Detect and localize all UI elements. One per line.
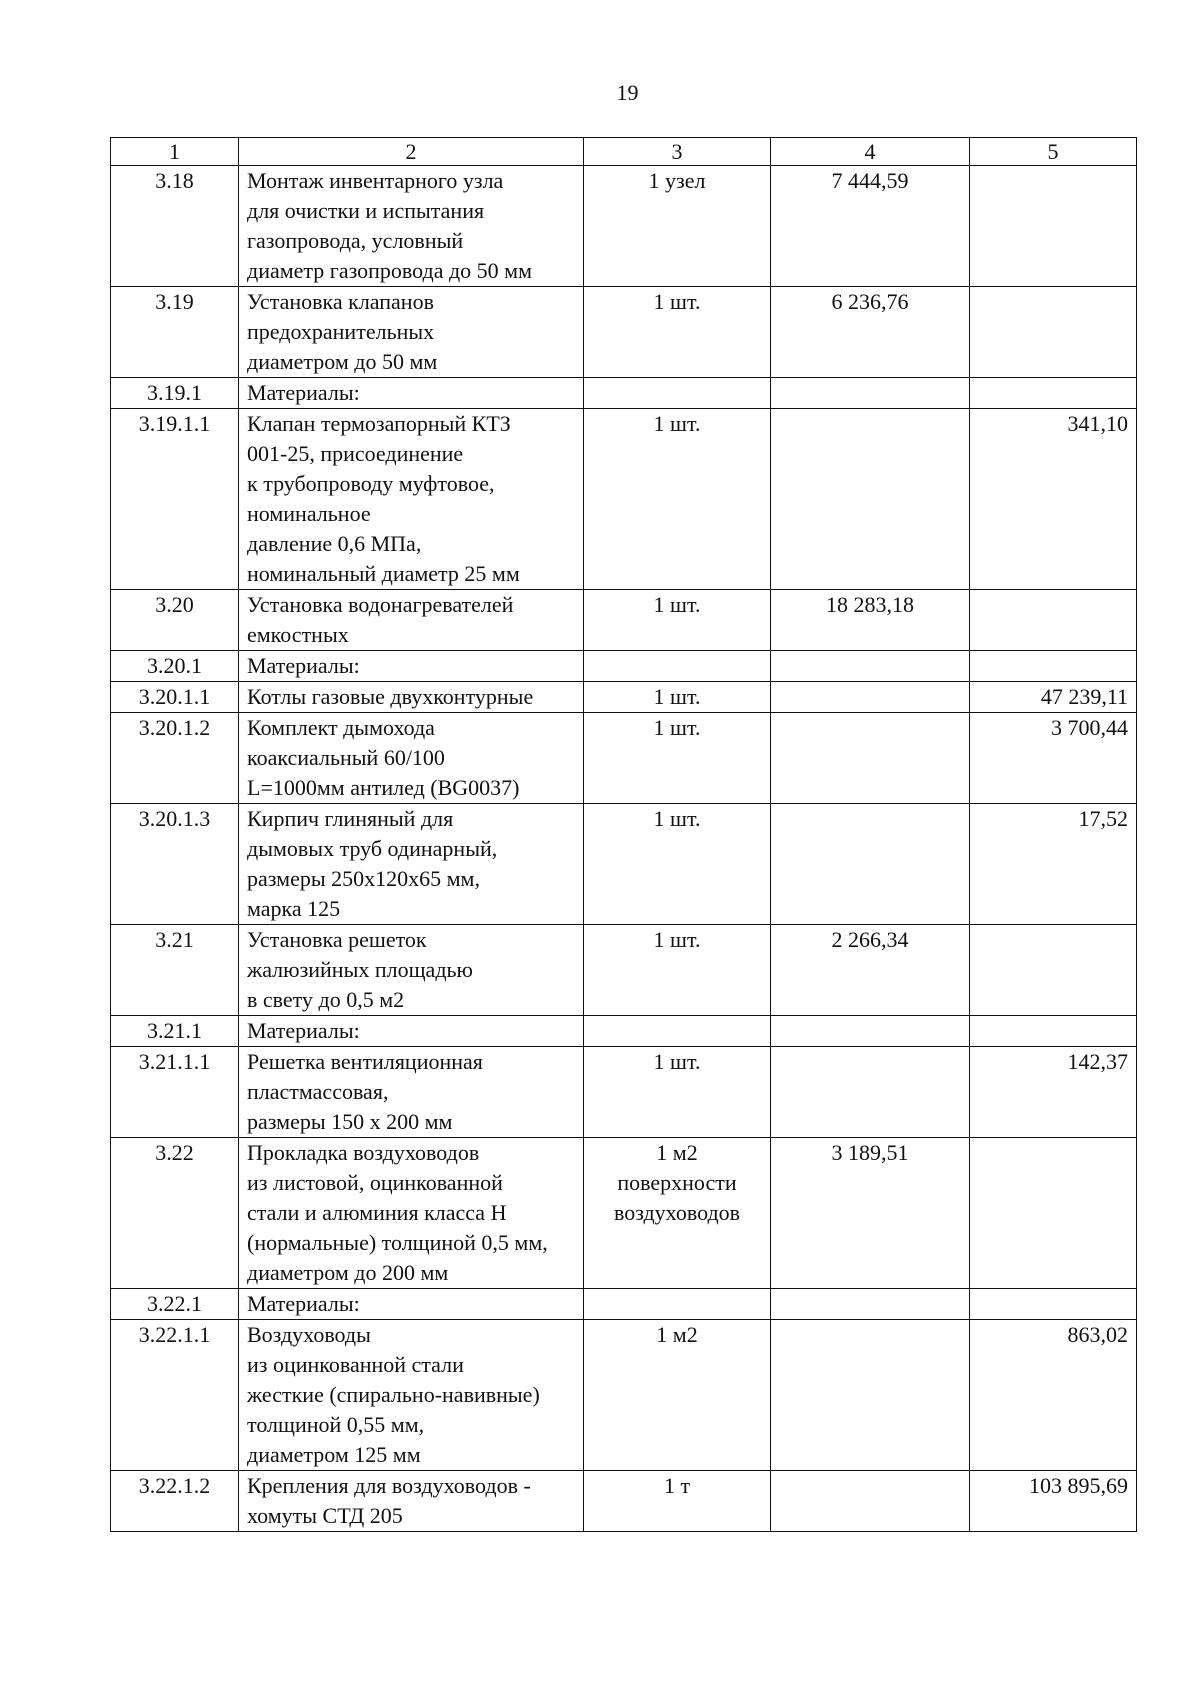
item-name-line: из листовой, оцинкованной <box>247 1170 503 1195</box>
material-price-value: 103 895,69 <box>1029 1473 1128 1498</box>
item-name-line: диаметром 125 мм <box>247 1442 421 1467</box>
table-row <box>111 1016 1137 1047</box>
material-price-cell <box>970 804 1137 925</box>
item-code: 3.21.1 <box>147 1018 202 1043</box>
unit-cell <box>584 925 771 1016</box>
item-code: 3.19.1.1 <box>138 411 211 436</box>
item-code-cell <box>111 409 239 590</box>
item-name-cell <box>239 925 584 1016</box>
unit-cell <box>584 804 771 925</box>
item-code: 3.20.1.2 <box>138 715 211 740</box>
unit-cell <box>584 166 771 287</box>
price-cell <box>771 925 970 1016</box>
material-price-cell <box>970 1320 1137 1471</box>
price-cell <box>771 1016 970 1047</box>
price-cell <box>771 287 970 378</box>
item-name-line: размеры 150 х 200 мм <box>247 1109 453 1134</box>
price-value: 6 236,76 <box>831 289 909 314</box>
material-price-cell <box>970 378 1137 409</box>
price-cell <box>771 378 970 409</box>
item-name-line: стали и алюминия класса Н <box>247 1200 507 1225</box>
item-name-line: Кирпич глиняный для <box>247 806 454 831</box>
item-name-line: (нормальные) толщиной 0,5 мм, <box>247 1230 548 1255</box>
item-code: 3.19.1 <box>147 380 202 405</box>
item-name-line: в свету до 0,5 м2 <box>247 987 405 1012</box>
item-name-cell <box>239 378 584 409</box>
unit-line: 1 шт. <box>653 411 701 436</box>
item-name-line: жесткие (спирально-навивные) <box>247 1382 540 1407</box>
item-code: 3.18 <box>155 168 194 193</box>
material-price-cell <box>970 1289 1137 1320</box>
item-name-line: размеры 250х120х65 мм, <box>247 866 480 891</box>
item-code: 3.21.1.1 <box>138 1049 211 1074</box>
item-code-cell <box>111 682 239 713</box>
table-row <box>111 166 1137 287</box>
item-name-line: диаметром до 200 мм <box>247 1260 449 1285</box>
price-value: 3 189,51 <box>831 1140 909 1165</box>
item-name-line: Материалы: <box>247 1018 360 1043</box>
item-name-line: газопровода, условный <box>247 228 464 253</box>
item-name-line: Клапан термозапорный КТЗ <box>247 411 511 436</box>
item-name-line: Прокладка воздуховодов <box>247 1140 480 1165</box>
price-cell <box>771 713 970 804</box>
item-name-line: Материалы: <box>247 653 360 678</box>
material-price-cell <box>970 1471 1137 1532</box>
material-price-value: 142,37 <box>1067 1049 1128 1074</box>
item-name-line: номинальный диаметр 25 мм <box>247 561 520 586</box>
price-table <box>110 137 1137 1532</box>
item-name-line: диаметр газопровода до 50 мм <box>247 258 533 283</box>
item-name-cell <box>239 287 584 378</box>
item-name-cell <box>239 1047 584 1138</box>
item-name-line: из оцинкованной стали <box>247 1352 464 1377</box>
item-code-cell <box>111 378 239 409</box>
item-code-cell <box>111 1289 239 1320</box>
unit-cell <box>584 713 771 804</box>
item-code: 3.22.1.1 <box>138 1322 211 1347</box>
price-cell <box>771 651 970 682</box>
material-price-cell <box>970 713 1137 804</box>
item-code-cell <box>111 1016 239 1047</box>
price-cell <box>771 682 970 713</box>
unit-line: 1 узел <box>648 168 706 193</box>
item-code: 3.22 <box>155 1140 194 1165</box>
item-code-cell <box>111 590 239 651</box>
unit-cell <box>584 651 771 682</box>
unit-line: 1 м2 <box>656 1140 698 1165</box>
unit-cell <box>584 1289 771 1320</box>
unit-cell <box>584 1471 771 1532</box>
item-name-line: Воздуховоды <box>247 1322 371 1347</box>
item-name-line: Установка решеток <box>247 927 427 952</box>
item-name-line: Решетка вентиляционная <box>247 1049 483 1074</box>
table-row <box>111 409 1137 590</box>
item-name-cell <box>239 651 584 682</box>
item-name-line: дымовых труб одинарный, <box>247 836 498 861</box>
item-name-line: Материалы: <box>247 380 360 405</box>
unit-cell <box>584 1320 771 1471</box>
table-row <box>111 1471 1137 1532</box>
unit-line: 1 шт. <box>653 684 701 709</box>
item-name-cell <box>239 1289 584 1320</box>
material-price-cell <box>970 651 1137 682</box>
item-code-cell <box>111 1320 239 1471</box>
price-cell <box>771 166 970 287</box>
unit-line: 1 шт. <box>653 1049 701 1074</box>
material-price-value: 863,02 <box>1067 1322 1128 1347</box>
material-price-value: 3 700,44 <box>1051 715 1128 740</box>
unit-cell <box>584 590 771 651</box>
unit-cell <box>584 1016 771 1047</box>
item-name-line: хомуты СТД 205 <box>247 1503 403 1528</box>
table-row <box>111 1047 1137 1138</box>
table-row <box>111 1320 1137 1471</box>
material-price-cell <box>970 590 1137 651</box>
item-code-cell <box>111 651 239 682</box>
item-name-line: Материалы: <box>247 1291 360 1316</box>
item-name-line: номинальное <box>247 501 371 526</box>
item-name-cell <box>239 713 584 804</box>
table-row <box>111 1138 1137 1289</box>
table-row <box>111 651 1137 682</box>
item-code-cell <box>111 713 239 804</box>
item-code: 3.20 <box>155 592 194 617</box>
unit-cell <box>584 1138 771 1289</box>
column-header: 3 <box>584 138 771 166</box>
item-name-cell <box>239 1138 584 1289</box>
item-name-line: для очистки и испытания <box>247 198 485 223</box>
item-code: 3.22.1 <box>147 1291 202 1316</box>
item-name-line: диаметром до 50 мм <box>247 349 438 374</box>
table-row <box>111 925 1137 1016</box>
price-cell <box>771 1138 970 1289</box>
item-name-line: Котлы газовые двухконтурные <box>247 684 534 709</box>
unit-cell <box>584 682 771 713</box>
unit-cell <box>584 287 771 378</box>
unit-line: воздуховодов <box>613 1200 741 1225</box>
item-name-cell <box>239 1320 584 1471</box>
item-code-cell <box>111 166 239 287</box>
price-cell <box>771 590 970 651</box>
item-code-cell <box>111 1471 239 1532</box>
item-name-line: пластмассовая, <box>247 1079 389 1104</box>
item-name-line: толщиной 0,55 мм, <box>247 1412 425 1437</box>
material-price-cell <box>970 166 1137 287</box>
item-code: 3.20.1.3 <box>138 806 211 831</box>
item-name-line: жалюзийных площадью <box>247 957 473 982</box>
item-name-line: к трубопроводу муфтовое, <box>247 471 495 496</box>
price-cell <box>771 1047 970 1138</box>
item-name-line: 001-25, присоединение <box>247 441 464 466</box>
unit-line: 1 шт. <box>653 927 701 952</box>
price-value: 7 444,59 <box>831 168 909 193</box>
item-code-cell <box>111 925 239 1016</box>
price-value: 2 266,34 <box>831 927 909 952</box>
item-name-cell <box>239 682 584 713</box>
material-price-cell <box>970 1016 1137 1047</box>
table-row <box>111 287 1137 378</box>
material-price-cell <box>970 682 1137 713</box>
table-header-row <box>111 138 1137 166</box>
item-code-cell <box>111 804 239 925</box>
unit-line: 1 шт. <box>653 715 701 740</box>
table-row <box>111 713 1137 804</box>
material-price-cell <box>970 409 1137 590</box>
item-name-line: коаксиальный 60/100 <box>247 745 445 770</box>
item-name-line: давление 0,6 МПа, <box>247 531 422 556</box>
item-name-line: предохранительных <box>247 319 435 344</box>
item-code: 3.20.1 <box>147 653 202 678</box>
item-name-line: L=1000мм антилед (BG0037) <box>247 775 520 800</box>
page-number: 19 <box>616 80 639 105</box>
unit-cell <box>584 378 771 409</box>
item-name-cell <box>239 1471 584 1532</box>
item-name-cell <box>239 166 584 287</box>
unit-cell <box>584 409 771 590</box>
material-price-value: 17,52 <box>1078 806 1128 831</box>
item-code: 3.22.1.2 <box>138 1473 211 1498</box>
table-row <box>111 590 1137 651</box>
item-code: 3.21 <box>155 927 194 952</box>
item-name-cell <box>239 590 584 651</box>
item-name-line: Монтаж инвентарного узла <box>247 168 504 193</box>
item-name-cell <box>239 1016 584 1047</box>
item-name-line: Комплект дымохода <box>247 715 435 740</box>
column-header: 1 <box>111 138 239 166</box>
column-header: 5 <box>970 138 1137 166</box>
material-price-cell <box>970 925 1137 1016</box>
item-code-cell <box>111 1047 239 1138</box>
unit-line: 1 т <box>663 1473 691 1498</box>
item-code: 3.19 <box>155 289 194 314</box>
material-price-value: 341,10 <box>1067 411 1128 436</box>
item-code-cell <box>111 1138 239 1289</box>
material-price-value: 47 239,11 <box>1040 684 1128 709</box>
unit-line: 1 шт. <box>653 592 701 617</box>
item-name-line: Установка клапанов <box>247 289 434 314</box>
price-cell <box>771 409 970 590</box>
item-name-line: Крепления для воздуховодов - <box>247 1473 531 1498</box>
table-row <box>111 804 1137 925</box>
item-name-line: марка 125 <box>247 896 341 921</box>
table-row <box>111 1289 1137 1320</box>
table-row <box>111 378 1137 409</box>
item-code: 3.20.1.1 <box>138 684 211 709</box>
item-code-cell <box>111 287 239 378</box>
price-value: 18 283,18 <box>826 592 914 617</box>
unit-cell <box>584 1047 771 1138</box>
material-price-cell <box>970 1138 1137 1289</box>
item-name-line: емкостных <box>247 622 349 647</box>
price-cell <box>771 1471 970 1532</box>
price-cell <box>771 1320 970 1471</box>
price-cell <box>771 804 970 925</box>
price-cell <box>771 1289 970 1320</box>
unit-line: 1 шт. <box>653 289 701 314</box>
unit-line: поверхности <box>617 1170 737 1195</box>
material-price-cell <box>970 1047 1137 1138</box>
material-price-cell <box>970 287 1137 378</box>
item-name-cell <box>239 804 584 925</box>
column-header: 4 <box>771 138 970 166</box>
item-name-cell <box>239 409 584 590</box>
table-body <box>111 166 1137 1532</box>
unit-line: 1 м2 <box>656 1322 698 1347</box>
table-row <box>111 682 1137 713</box>
column-header: 2 <box>239 138 584 166</box>
item-name-line: Установка водонагревателей <box>247 592 514 617</box>
unit-line: 1 шт. <box>653 806 701 831</box>
